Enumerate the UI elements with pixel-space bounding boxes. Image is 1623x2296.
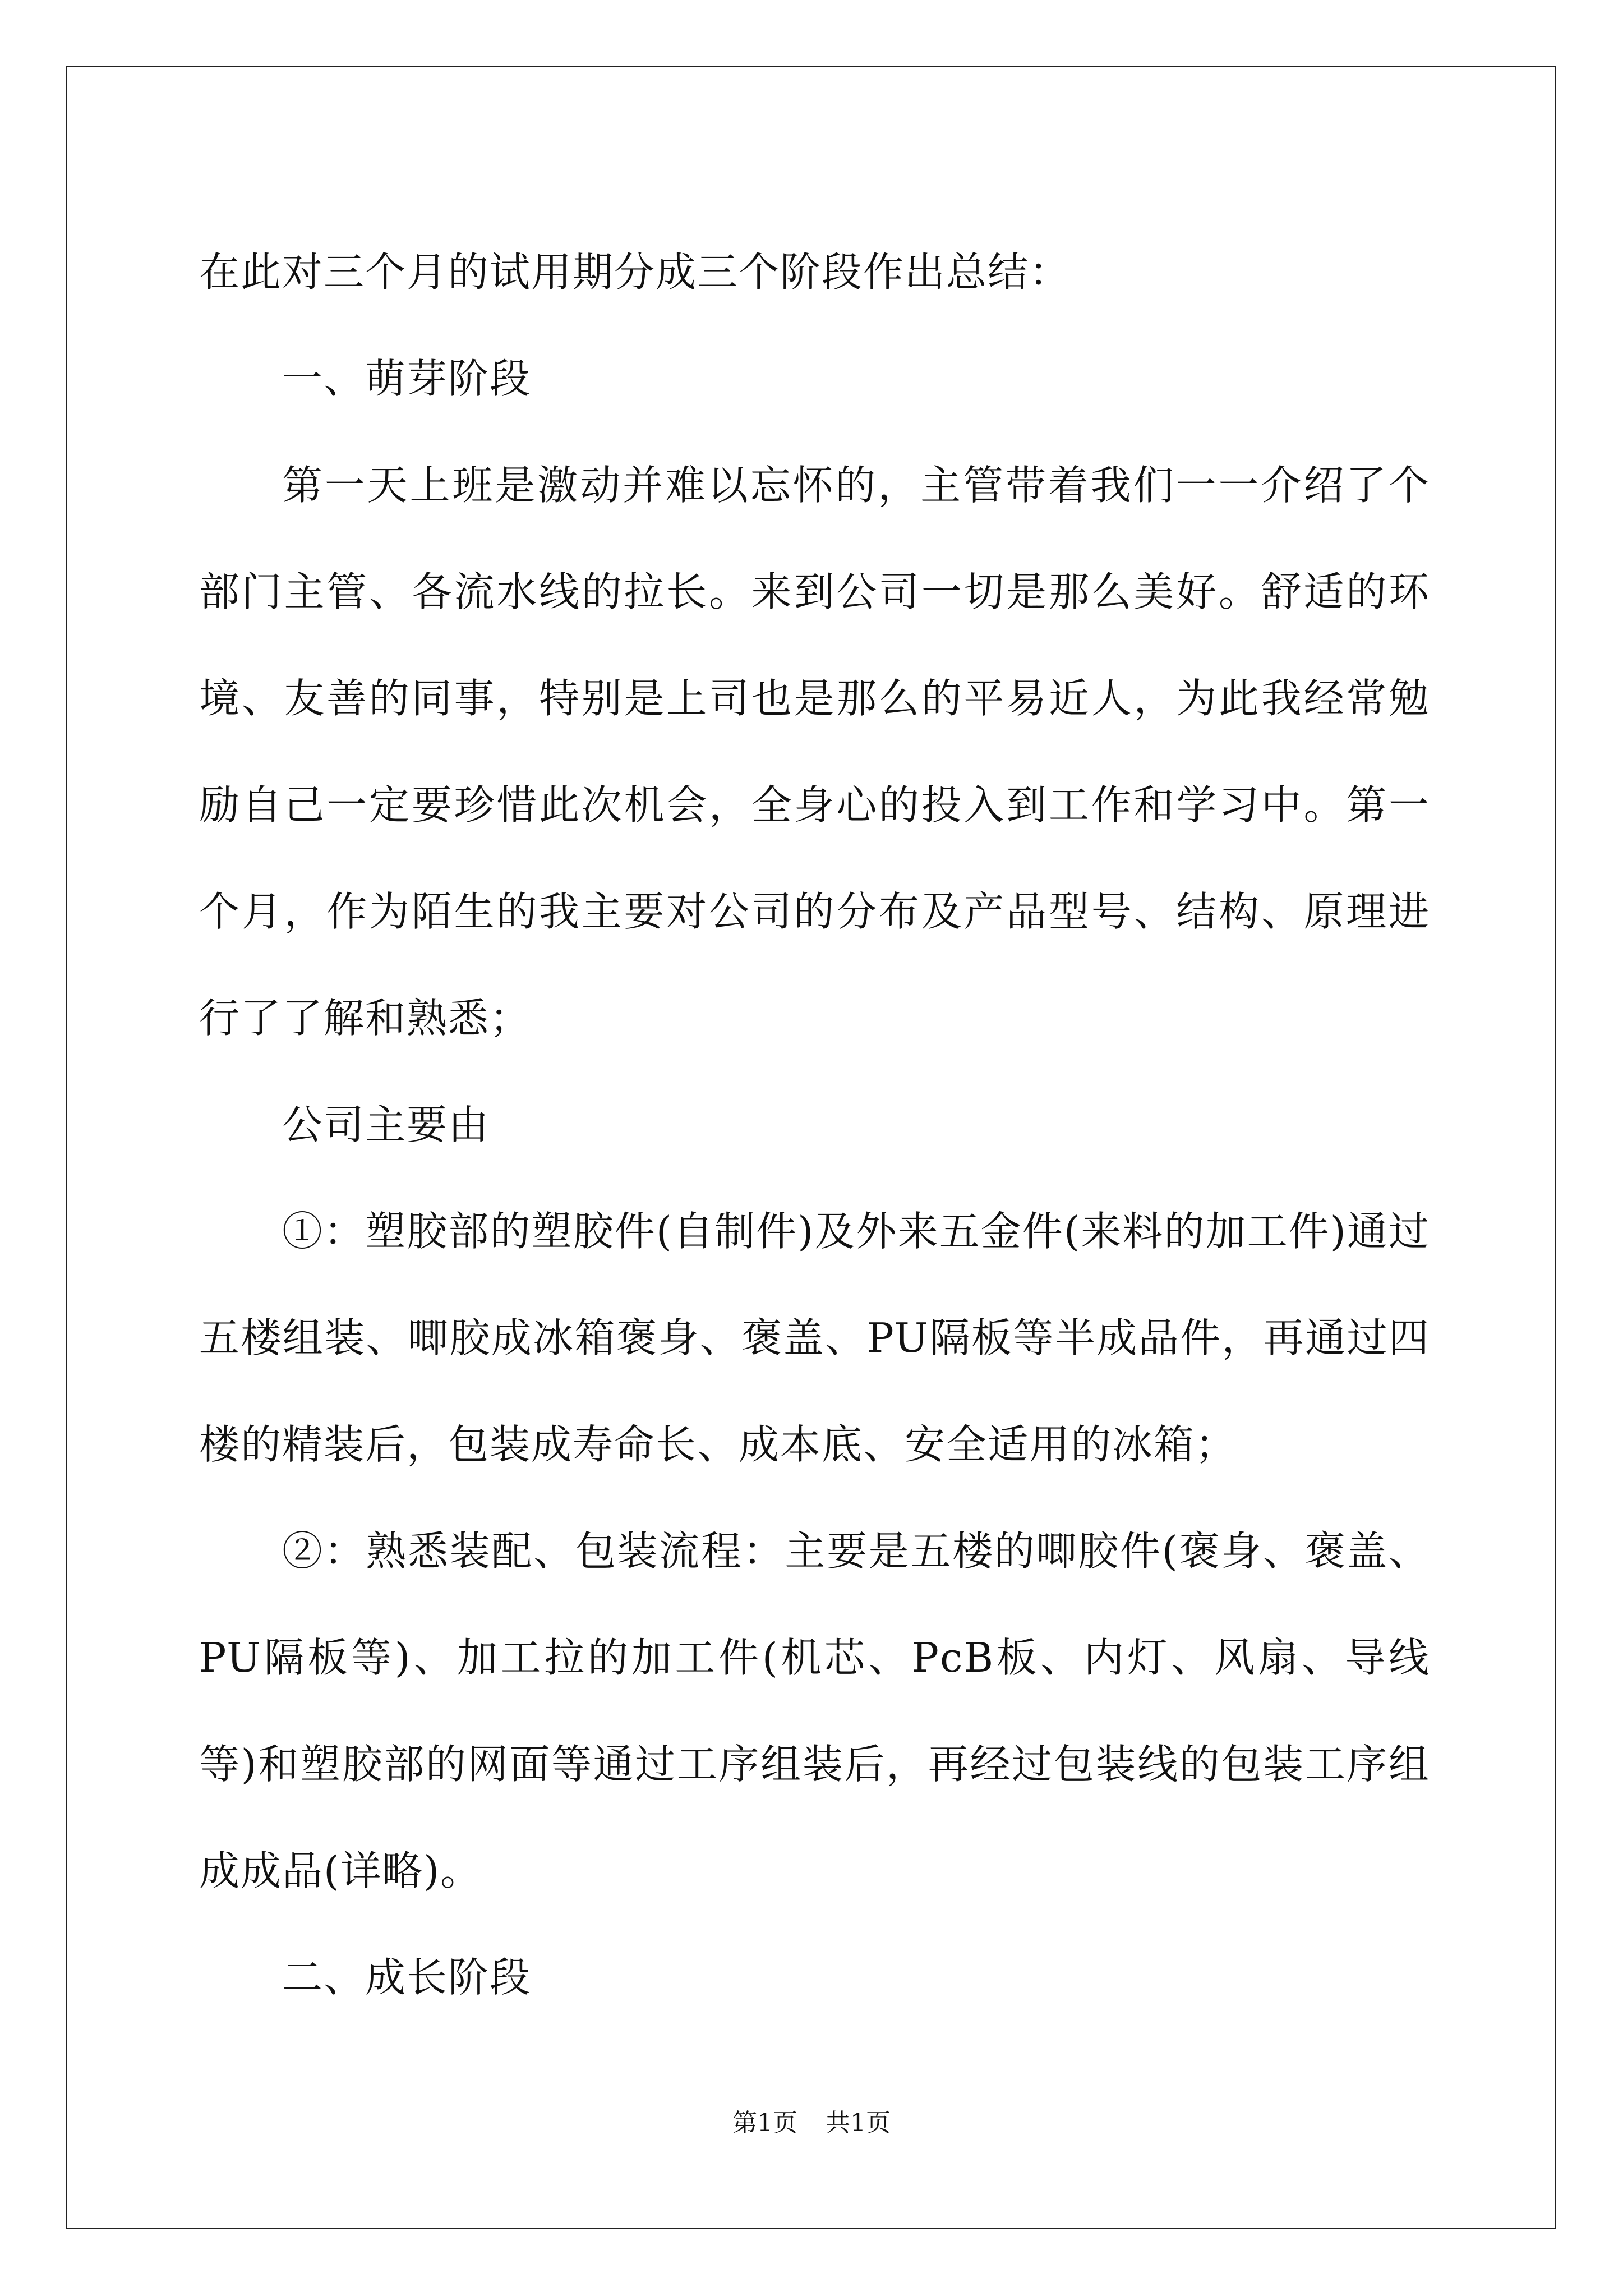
heading-stage-one: 一、萌芽阶段	[282, 355, 532, 402]
paragraph-first-day: 第一天上班是激动并难以忘怀的，主管带着我们一一介绍了个部门主管、各流水线的拉长。来到公司一切是那么美好。舒适的环境、友善的同事，特别是上司也是那么的平易近人，为此我经常勉励自己一定要珍惜此次机会，全身心的投入到工作和学习中。第一个月，作为陌生的我主要对公司的分布及产品型号、结构、原理进行了了解和熟悉；	[199, 462, 1430, 1042]
document-body	[199, 219, 1430, 2031]
page-number-current: 第1页	[732, 2109, 797, 2137]
page-number-total: 共1页	[826, 2109, 891, 2137]
paragraph-intro: 在此对三个月的试用期分成三个阶段作出总结：	[199, 249, 1071, 296]
page-footer	[0, 2106, 1623, 2140]
paragraph-item-two: ②：熟悉装配、包装流程：主要是五楼的唧胶件(褒身、褒盖、PU隔板等)、加工拉的加工件(机芯、PcB板、内灯、风扇、导线等)和塑胶部的网面等通过工序组装后，再经过包装线的包装工序组成成品(详略)。	[199, 1527, 1430, 1894]
heading-stage-two: 二、成长阶段	[282, 1954, 532, 2001]
paragraph-company-main: 公司主要由	[282, 1101, 490, 1148]
paragraph-item-one: ①：塑胶部的塑胶件(自制件)及外来五金件(来料的加工件)通过五楼组装、唧胶成冰箱褒身、褒盖、PU隔板等半成品件，再通过四楼的精装后，包装成寿命长、成本底、安全适用的冰箱；	[199, 1208, 1430, 1468]
